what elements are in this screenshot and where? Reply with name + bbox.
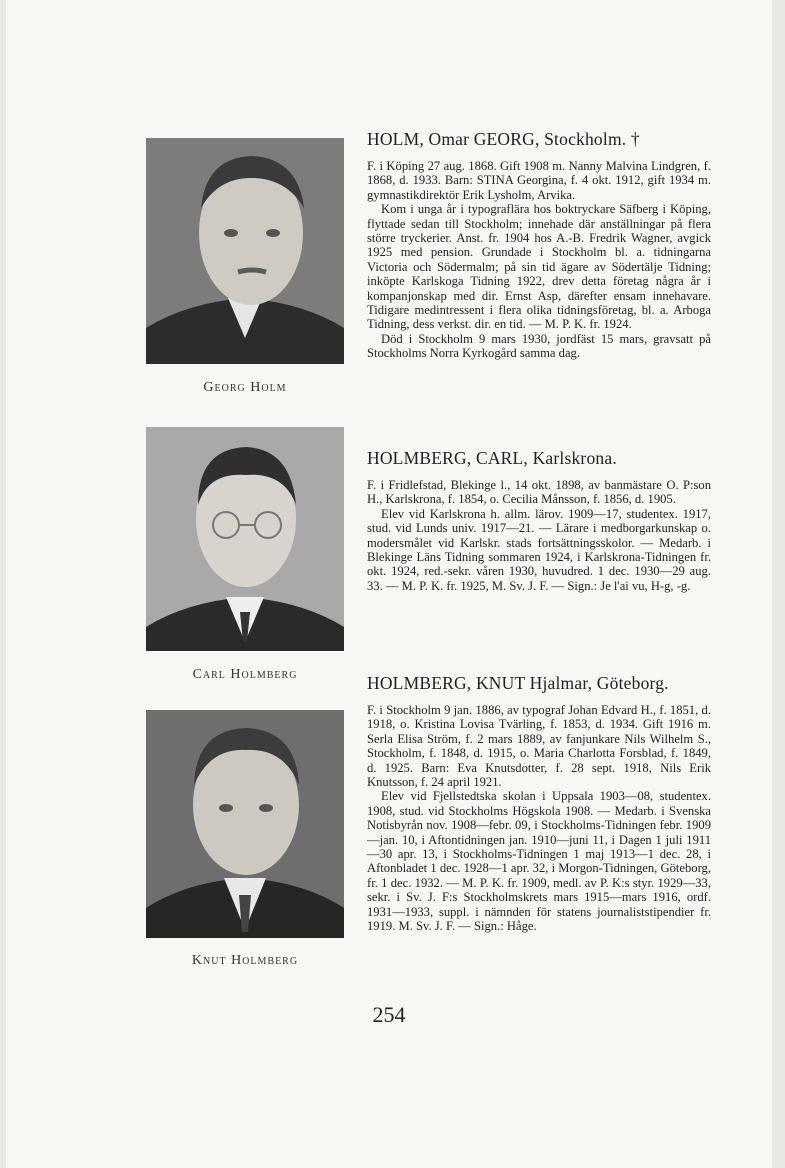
entry-heading: HOLM, Omar GEORG, Stockholm. †	[367, 129, 640, 149]
portrait-carl-holmberg	[146, 427, 344, 651]
entry-paragraph: F. i Stockholm 9 jan. 1886, av typograf Johan Edvard H., f. 1851, d. 1918, o. Kristina Lovisa Tvärling, f. 1853, d. 1934. Gift 1916 m. Serla Elisa Ström, f. 2 mars 1889, av fanjunkare Nils Wilhelm S., Stockholm, f. 1848, d. 1915, o. Maria Charlotta Forsblad, f. 1849, d. 1925. Barn: Eva Knutsdotter, f. 28 sept. 1918, Nils Erik Knutsson, f. 24 april 1921.	[367, 703, 711, 790]
entry-heading: HOLMBERG, KNUT Hjalmar, Göteborg.	[367, 673, 669, 693]
entry-holm-georg	[367, 129, 711, 361]
portrait-photo-icon	[146, 138, 344, 364]
entry-holmberg-carl	[367, 448, 711, 593]
caption-georg-holm: Georg Holm	[203, 380, 287, 395]
portrait-knut-holmberg	[146, 710, 344, 938]
portrait-photo-icon	[146, 710, 344, 938]
page-number: 254	[372, 1002, 406, 1027]
entry-paragraph: Elev vid Fjellstedtska skolan i Uppsala 1903—08, studentex. 1908, stud. vid Stockholms Högskola 1908. — Medarb. i Svenska Notisbyrån nov. 1908—febr. 09, i Stockholms-Tidningen febr. 1909—jan. 10, i Aftontidningen jan. 1910—juni 11, i Dagen 1 juli 1911—30 apr. 13, i Stockholms-Tidningen 1 maj 1913—1 dec. 28, i Aftonbladet 1 dec. 1928—1 apr. 32, i Morgon-Tidningen, Göteborg, fr. 1 dec. 1932. — M. P. K. fr. 1909, medl. av P. K:s styr. 1929—33, sekr. i Sv. J. F:s Stockholmskrets mars 1915—mars 1916, ordf. 1931—1933, suppl. i nämnden för statens journaliststipendier fr. 1919. M. Sv. J. F. — Sign.: Håge.	[367, 789, 711, 934]
caption-knut-holmberg: Knut Holmberg	[191, 953, 299, 968]
entry-heading: HOLMBERG, CARL, Karlskrona.	[367, 448, 617, 468]
page	[6, 0, 772, 1168]
portrait-georg-holm	[146, 138, 344, 364]
entry-paragraph: Död i Stockholm 9 mars 1930, jordfäst 15 mars, gravsatt på Stockholms Norra Kyrkogård samma dag.	[367, 331, 711, 361]
entry-paragraph: Elev vid Karlskrona h. allm. lärov. 1909—17, studentex. 1917, stud. vid Lunds univ. 1917—21. — Lärare i medborgarkunskap o. modersmålet vid Karlskr. stads fortsättningsskolor. — Medarb. i Blekinge Läns Tidning sommaren 1924, i Karlskrona-Tidningen fr. okt. 1924, red.-sekr. våren 1930, huvudred. 1 dec. 1930—29 aug. 33. — M. P. K. fr. 1925, M. Sv. J. F. — Sign.: Je l'ai vu, H-g, -g.	[367, 506, 711, 593]
entry-paragraph: Kom i unga år i typograflära hos boktryckare Säfberg i Köping, flyttade sedan till Stockholm; innehade där anställningar på flera större tryckerier. Anst. fr. 1904 hos A.-B. Fredrik Wagner, avgick 1925 med pension. Grundade i Stockholm bl. a. tidningarna Victoria och Södermalm; på sin tid ägare av Södertälje Tidning; inköpte Karlskoga Tidning 1922, drev detta företag några år i kompanjonskap med dir. Ernst Asp, därefter ensam innehavare. Tidigare medintressent i flera olika tidningsföretag, bl. a. Arboga Tidning, dess verkst. dir. en tid. — M. P. K. fr. 1924.	[367, 202, 711, 332]
portrait-photo-icon	[146, 427, 344, 651]
caption-carl-holmberg: Carl Holmberg	[192, 667, 298, 682]
entry-paragraph: F. i Fridlefstad, Blekinge l., 14 okt. 1898, av banmästare O. P:son H., Karlskrona, f. 1854, o. Cecilia Månsson, f. 1856, d. 1905.	[367, 478, 711, 507]
entry-holmberg-knut	[367, 673, 711, 934]
entry-paragraph: F. i Köping 27 aug. 1868. Gift 1908 m. Nanny Malvina Lindgren, f. 1868, d. 1933. Barn: STINA Georgina, f. 4 okt. 1912, gift 1934 m. gymnastikdirektör Erik Lysholm, Arvika.	[367, 159, 711, 202]
